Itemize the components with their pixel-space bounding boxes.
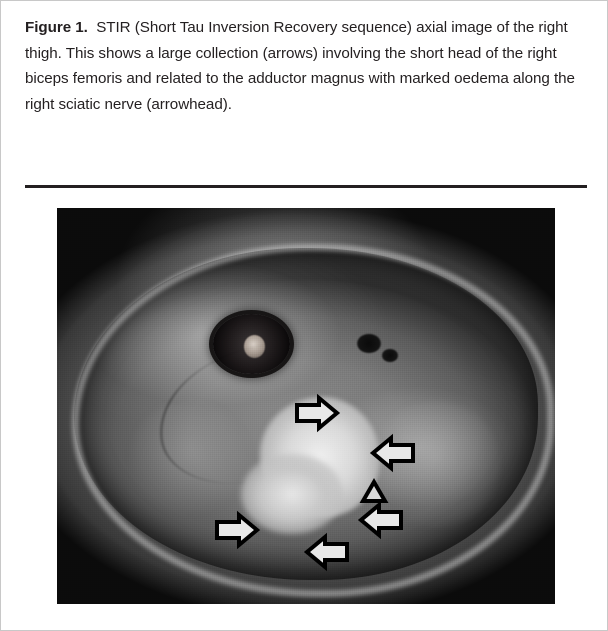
figure-caption-spacer <box>88 19 96 36</box>
annotation-overlay <box>57 208 555 604</box>
arrowhead-sciatic-nerve <box>363 482 385 501</box>
mri-figure-image <box>57 208 555 604</box>
figure-caption-body: STIR (Short Tau Inversion Recovery sequence) axial image of the right thigh. This shows a large collection (arrows) involving the short head of the right biceps femoris and related to the adductor magnus with marked oedema along the right sciatic nerve (arrowhead). <box>25 19 575 113</box>
arrow-left-lower <box>307 537 347 567</box>
figure-caption-text <box>25 15 587 117</box>
arrow-right-lower <box>217 515 257 545</box>
caption-divider-rule <box>25 185 587 188</box>
arrow-right-upper <box>297 398 337 428</box>
arrow-left-upper <box>373 438 413 468</box>
arrow-left-middle <box>361 505 401 535</box>
figure-caption <box>25 15 587 117</box>
figure-label: Figure 1. <box>25 19 88 36</box>
